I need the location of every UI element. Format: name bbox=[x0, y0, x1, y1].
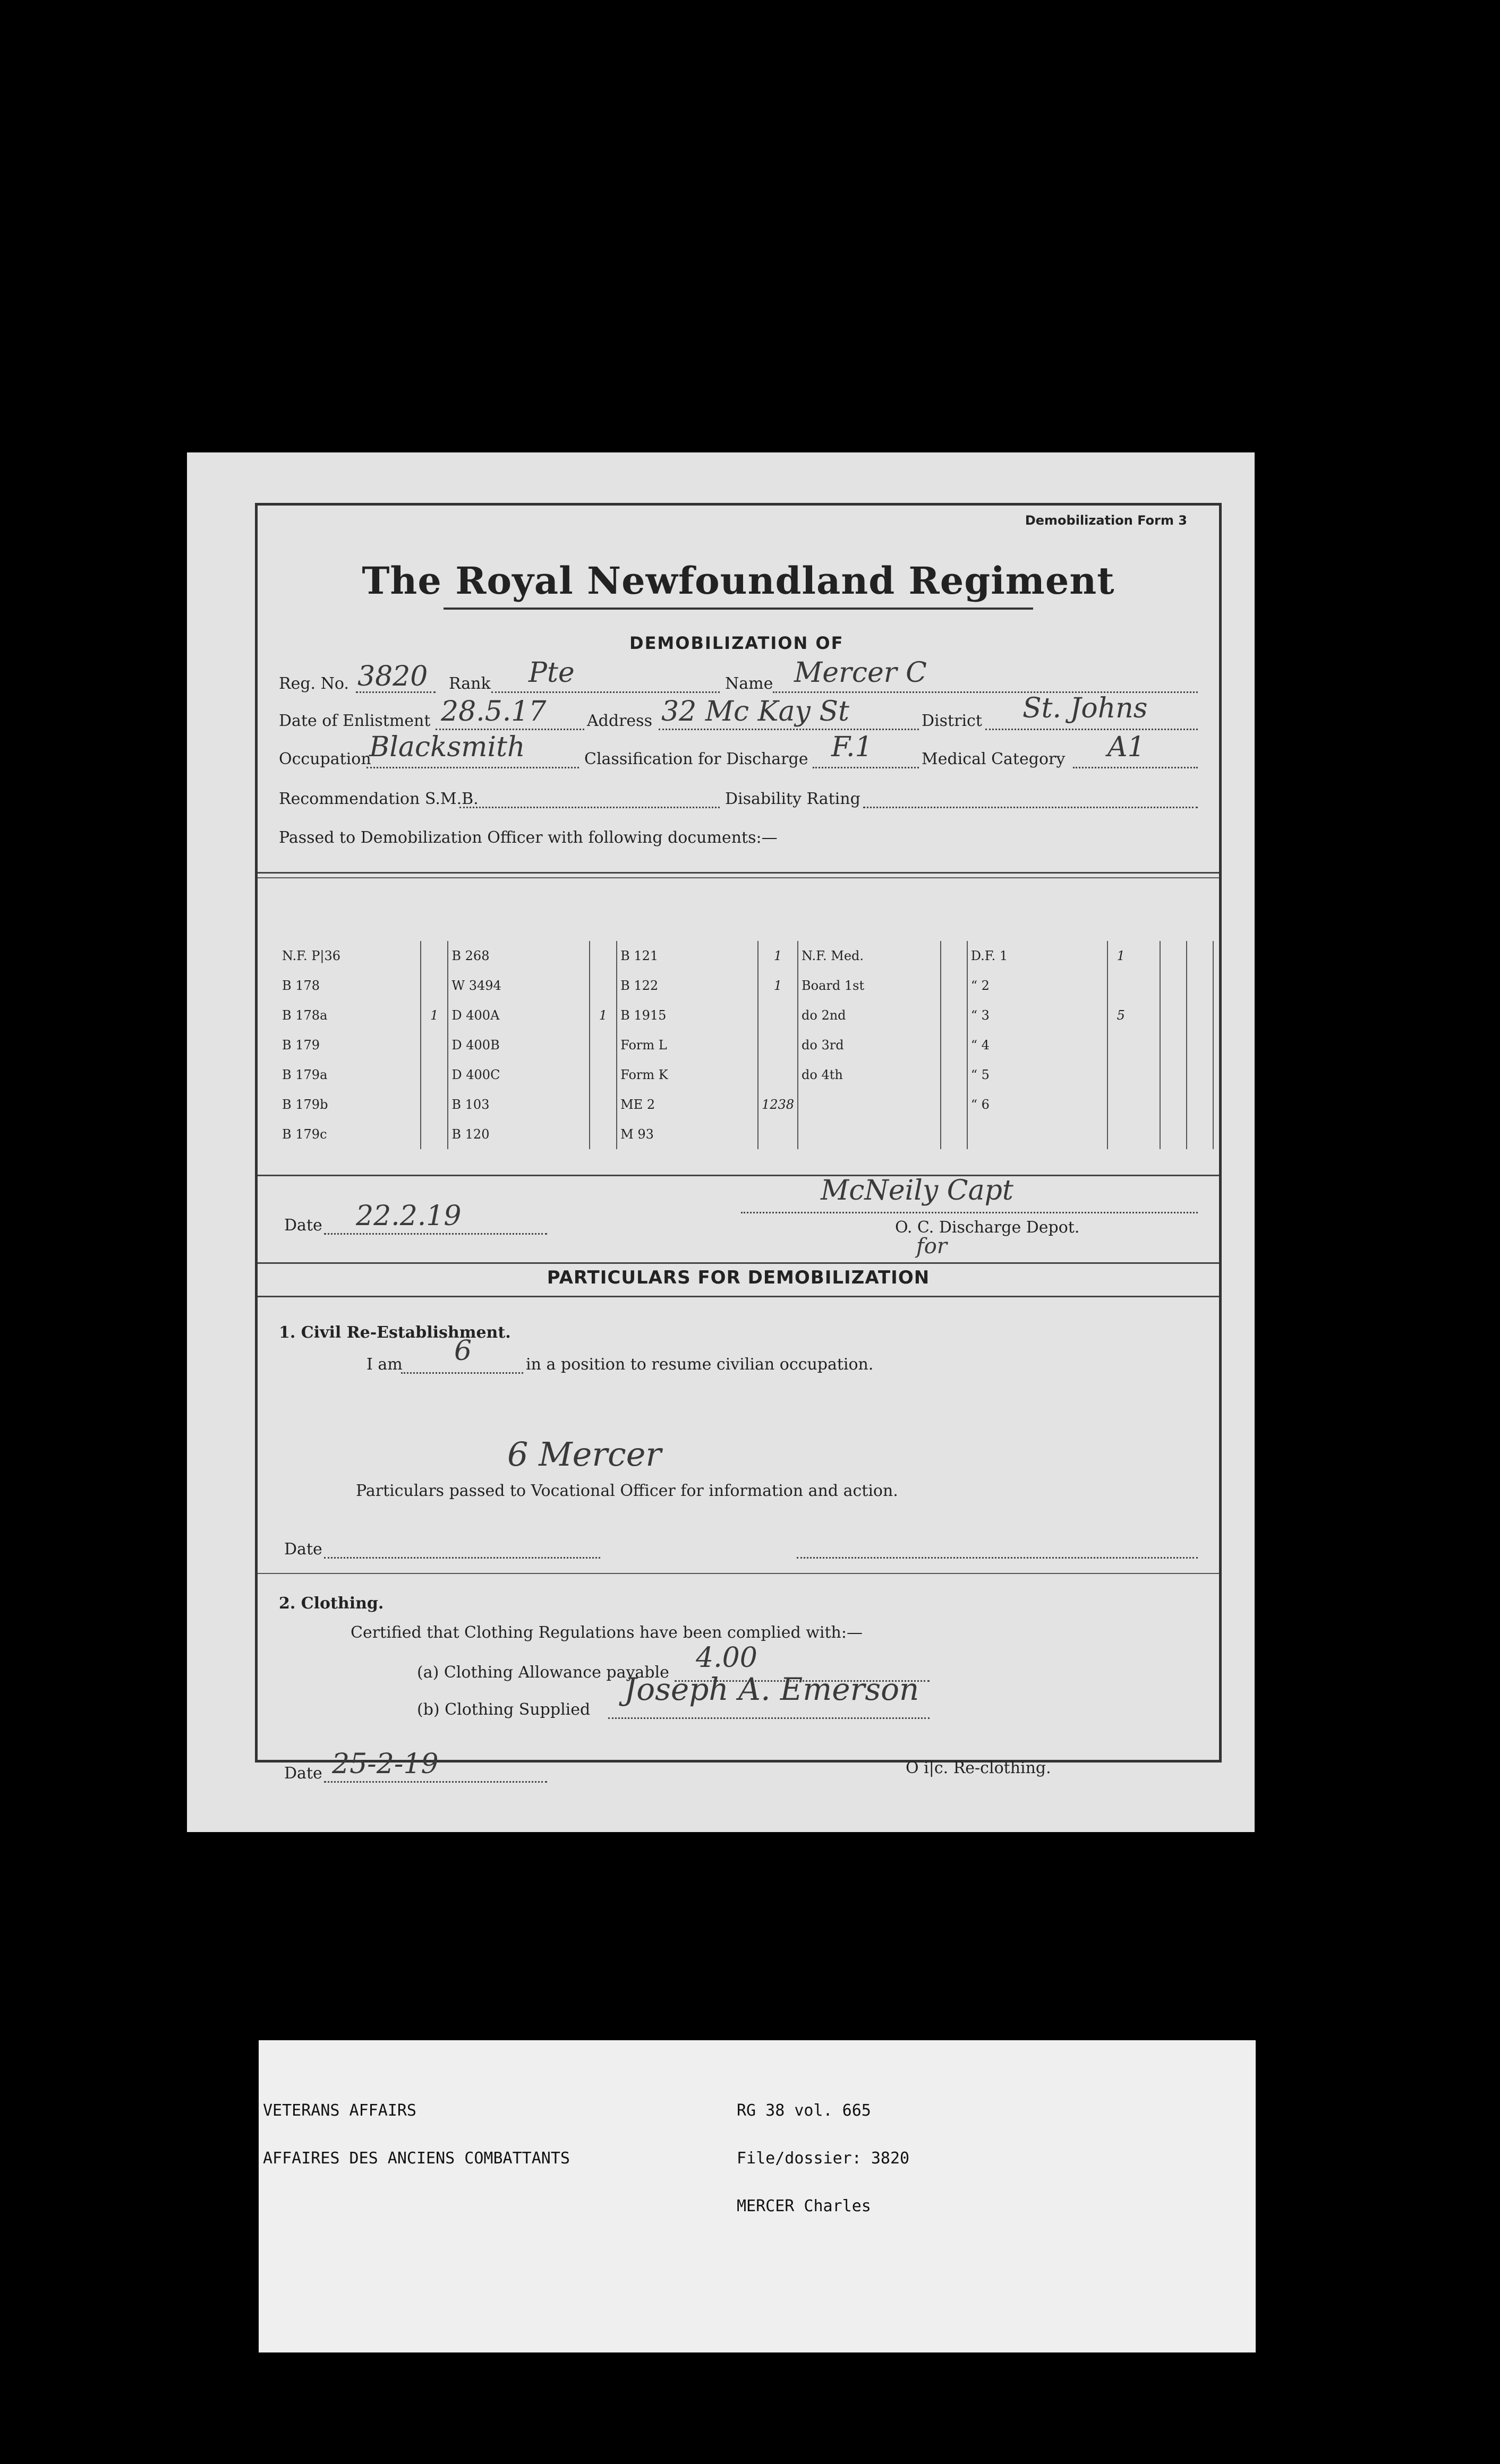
address-label: Address bbox=[587, 712, 652, 730]
disability-line bbox=[863, 807, 1198, 808]
clothing-date-label: Date bbox=[284, 1764, 322, 1783]
document-extra-cell bbox=[1160, 1000, 1187, 1030]
document-label: “ 3 bbox=[967, 1000, 1107, 1030]
name-value: Mercer C bbox=[794, 657, 927, 689]
document-tick bbox=[590, 1030, 617, 1060]
document-label: D 400A bbox=[448, 1000, 589, 1030]
document-tick: 1 bbox=[421, 1000, 448, 1030]
document-tick bbox=[758, 1030, 798, 1060]
document-tick bbox=[590, 941, 617, 971]
document-extra-cell bbox=[1134, 1000, 1160, 1030]
particulars-bottom-rule bbox=[258, 1296, 1219, 1297]
civil-text-1: I am bbox=[367, 1355, 403, 1374]
rank-value: Pte bbox=[529, 657, 575, 689]
document-tick: 5 bbox=[1117, 1008, 1125, 1023]
medical-line bbox=[1073, 767, 1198, 768]
rank-label: Rank bbox=[449, 674, 491, 693]
address-value: 32 Mc Kay St bbox=[661, 696, 849, 728]
document-label: B 268 bbox=[448, 941, 589, 971]
form-frame bbox=[255, 503, 1222, 1783]
occupation-label: Occupation bbox=[279, 750, 371, 768]
document-label: N.F. Med. bbox=[798, 941, 941, 971]
stub-agency-fr: AFFAIRES DES ANCIENS COMBATTANTS bbox=[263, 2149, 570, 2168]
stub-volume: RG 38 vol. 665 bbox=[737, 2101, 871, 2120]
medical-label: Medical Category bbox=[922, 750, 1066, 768]
document-label: B 120 bbox=[448, 1119, 589, 1149]
document-extra-cell bbox=[1160, 1119, 1187, 1149]
vocational-text: Particulars passed to Vocational Officer for information and action. bbox=[356, 1482, 898, 1500]
clothing-date-value: 25-2-19 bbox=[332, 1748, 439, 1780]
document-tick bbox=[758, 1000, 798, 1030]
document-extra-cell bbox=[1134, 971, 1160, 1000]
document-tick bbox=[941, 941, 967, 971]
document-tick bbox=[421, 941, 448, 971]
document-label: “ 2 bbox=[967, 971, 1107, 1000]
discharge-date-value: 22.2.19 bbox=[356, 1200, 462, 1232]
document-label: W 3494 bbox=[448, 971, 589, 1000]
document-label: B 121 bbox=[617, 941, 758, 971]
documents-bottom-rule bbox=[258, 1175, 1219, 1176]
civil-note: 6 Mercer bbox=[507, 1435, 662, 1474]
classification-value: F.1 bbox=[831, 731, 873, 763]
document-tick bbox=[1107, 1090, 1135, 1119]
document-tick bbox=[590, 1090, 617, 1119]
document-label bbox=[798, 1119, 941, 1149]
document-tick bbox=[421, 1030, 448, 1060]
document-label: B 178a bbox=[279, 1000, 421, 1030]
clothing-officer-label: O i|c. Re-clothing. bbox=[906, 1759, 1051, 1777]
documents-row bbox=[279, 1000, 1213, 1030]
document-label: “ 6 bbox=[967, 1090, 1107, 1119]
document-tick bbox=[590, 971, 617, 1000]
occupation-value: Blacksmith bbox=[369, 731, 525, 763]
document-tick bbox=[1107, 1030, 1135, 1060]
documents-row bbox=[279, 1060, 1213, 1090]
document-tick bbox=[941, 1090, 967, 1119]
occupation-line bbox=[367, 767, 579, 768]
address-line bbox=[659, 729, 919, 730]
document-tick bbox=[1107, 1119, 1135, 1149]
document-label: B 1915 bbox=[617, 1000, 758, 1030]
stub-agency-en: VETERANS AFFAIRS bbox=[263, 2101, 416, 2120]
document-tick bbox=[1107, 1060, 1135, 1090]
name-label: Name bbox=[725, 674, 773, 693]
document-extra-cell bbox=[1187, 1119, 1213, 1149]
document-tick bbox=[421, 1090, 448, 1119]
district-value: St. Johns bbox=[1022, 692, 1148, 724]
document-label: “ 5 bbox=[967, 1060, 1107, 1090]
documents-row bbox=[279, 971, 1213, 1000]
demobilization-of-heading: DEMOBILIZATION OF bbox=[629, 633, 844, 653]
document-extra-cell bbox=[1134, 1090, 1160, 1119]
document-paper bbox=[187, 452, 1255, 1832]
document-extra-cell bbox=[1160, 971, 1187, 1000]
document-label: M 93 bbox=[617, 1119, 758, 1149]
document-label: B 179c bbox=[279, 1119, 421, 1149]
vocational-date-label: Date bbox=[284, 1540, 322, 1559]
document-tick bbox=[941, 1060, 967, 1090]
document-extra-cell bbox=[1187, 1030, 1213, 1060]
discharge-date-label: Date bbox=[284, 1216, 322, 1235]
discharge-officer-label: O. C. Discharge Depot. bbox=[895, 1218, 1080, 1237]
document-extra-cell bbox=[1160, 1060, 1187, 1090]
document-extra-cell bbox=[1160, 1090, 1187, 1119]
district-label: District bbox=[922, 712, 982, 730]
document-label: B 179a bbox=[279, 1060, 421, 1090]
document-label: Form K bbox=[617, 1060, 758, 1090]
civil-line bbox=[401, 1372, 523, 1374]
document-label: D.F. 1 bbox=[967, 941, 1107, 971]
discharge-signature: McNeily Capt bbox=[821, 1175, 1013, 1207]
document-tick bbox=[421, 971, 448, 1000]
civil-mark: 6 bbox=[454, 1335, 472, 1367]
title-underline bbox=[444, 608, 1033, 610]
document-extra-cell bbox=[1160, 941, 1187, 971]
classification-line bbox=[813, 767, 919, 768]
medical-value: A1 bbox=[1107, 731, 1145, 763]
enlistment-label: Date of Enlistment bbox=[279, 712, 431, 730]
document-label: N.F. P|36 bbox=[279, 941, 421, 971]
document-label: B 122 bbox=[617, 971, 758, 1000]
reg-no-value: 3820 bbox=[357, 661, 428, 692]
disability-label: Disability Rating bbox=[725, 790, 860, 808]
document-extra-cell bbox=[1187, 1090, 1213, 1119]
enlistment-line bbox=[436, 729, 584, 730]
document-tick bbox=[758, 1119, 798, 1149]
document-tick bbox=[758, 1060, 798, 1090]
clothing-supplied-label: (b) Clothing Supplied bbox=[417, 1700, 591, 1719]
document-tick bbox=[590, 1119, 617, 1149]
document-label: B 179 bbox=[279, 1030, 421, 1060]
clothing-signature: Joseph A. Emerson bbox=[624, 1671, 919, 1707]
reg-no-label: Reg. No. bbox=[279, 674, 349, 693]
document-tick bbox=[421, 1119, 448, 1149]
document-label: ME 2 bbox=[617, 1090, 758, 1119]
document-extra-cell bbox=[1134, 1119, 1160, 1149]
document-label: B 178 bbox=[279, 971, 421, 1000]
recommendation-label: Recommendation S.M.B. bbox=[279, 790, 479, 808]
vocational-date-line bbox=[324, 1557, 600, 1559]
clothing-allowance-label: (a) Clothing Allowance payable bbox=[417, 1663, 669, 1682]
document-tick: 1 bbox=[758, 971, 798, 1000]
document-tick bbox=[590, 1060, 617, 1090]
document-label: D 400C bbox=[448, 1060, 589, 1090]
document-label: Form L bbox=[617, 1030, 758, 1060]
clothing-heading: 2. Clothing. bbox=[279, 1594, 384, 1613]
documents-row bbox=[279, 1090, 1213, 1119]
document-tick bbox=[941, 1000, 967, 1030]
passed-label: Passed to Demobilization Officer with following documents:— bbox=[279, 828, 778, 847]
document-tick: 1 bbox=[590, 1000, 617, 1030]
document-tick bbox=[421, 1060, 448, 1090]
stub-name: MERCER Charles bbox=[737, 2197, 871, 2215]
document-label bbox=[967, 1119, 1107, 1149]
civil-text-2: in a position to resume civilian occupation. bbox=[526, 1355, 874, 1374]
regiment-title: The Royal Newfoundland Regiment bbox=[362, 559, 1115, 603]
clothing-allowance-value: 4.00 bbox=[696, 1642, 757, 1674]
document-label: “ 4 bbox=[967, 1030, 1107, 1060]
documents-table bbox=[279, 941, 1214, 1149]
document-label: D 400B bbox=[448, 1030, 589, 1060]
classification-label: Classification for Discharge bbox=[584, 750, 808, 768]
document-extra-cell bbox=[1187, 1000, 1213, 1030]
document-tick bbox=[1107, 971, 1135, 1000]
clothing-supplied-line bbox=[608, 1717, 930, 1719]
document-extra-cell bbox=[1187, 971, 1213, 1000]
document-extra-cell bbox=[1134, 941, 1160, 971]
discharge-for: for bbox=[916, 1234, 948, 1259]
document-extra-cell bbox=[1187, 1060, 1213, 1090]
stub-file: File/dossier: 3820 bbox=[737, 2149, 910, 2168]
particulars-heading: PARTICULARS FOR DEMOBILIZATION bbox=[547, 1267, 930, 1288]
form-number: Demobilization Form 3 bbox=[1025, 513, 1187, 528]
rank-line bbox=[491, 691, 720, 693]
clothing-date-line bbox=[324, 1781, 547, 1783]
documents-row bbox=[279, 1119, 1213, 1149]
archive-stub bbox=[259, 2040, 1256, 2352]
vocational-signature-line bbox=[797, 1557, 1198, 1559]
document-label: B 103 bbox=[448, 1090, 589, 1119]
document-tick: 1238 bbox=[758, 1090, 798, 1119]
document-extra-cell bbox=[1134, 1060, 1160, 1090]
document-tick: 1 bbox=[758, 941, 798, 971]
document-tick bbox=[941, 1030, 967, 1060]
documents-row bbox=[279, 941, 1213, 971]
document-label: B 179b bbox=[279, 1090, 421, 1119]
document-tick: 1 bbox=[1117, 948, 1125, 963]
recommendation-line bbox=[459, 807, 720, 808]
document-tick bbox=[941, 971, 967, 1000]
document-extra-cell bbox=[1160, 1030, 1187, 1060]
particulars-top-rule bbox=[258, 1262, 1219, 1264]
discharge-signature-line bbox=[741, 1212, 1198, 1213]
document-extra-cell bbox=[1134, 1030, 1160, 1060]
documents-top-rule bbox=[258, 872, 1219, 874]
documents-row bbox=[279, 1030, 1213, 1060]
enlistment-value: 28.5.17 bbox=[441, 696, 547, 728]
document-label: do 4th bbox=[798, 1060, 941, 1090]
stub-right-block bbox=[737, 2071, 909, 2246]
document-extra-cell bbox=[1187, 941, 1213, 971]
clothing-certified: Certified that Clothing Regulations have been complied with:— bbox=[351, 1623, 863, 1642]
document-label: do 3rd bbox=[798, 1030, 941, 1060]
document-tick bbox=[941, 1119, 967, 1149]
document-label bbox=[798, 1090, 941, 1119]
documents-top-rule-2 bbox=[258, 877, 1219, 878]
document-label: Board 1st bbox=[798, 971, 941, 1000]
clothing-top-rule bbox=[258, 1573, 1219, 1574]
document-label: do 2nd bbox=[798, 1000, 941, 1030]
stub-left-block bbox=[263, 2071, 570, 2198]
district-line bbox=[985, 729, 1198, 730]
civil-heading: 1. Civil Re-Establishment. bbox=[279, 1323, 511, 1342]
discharge-date-line bbox=[324, 1233, 547, 1235]
